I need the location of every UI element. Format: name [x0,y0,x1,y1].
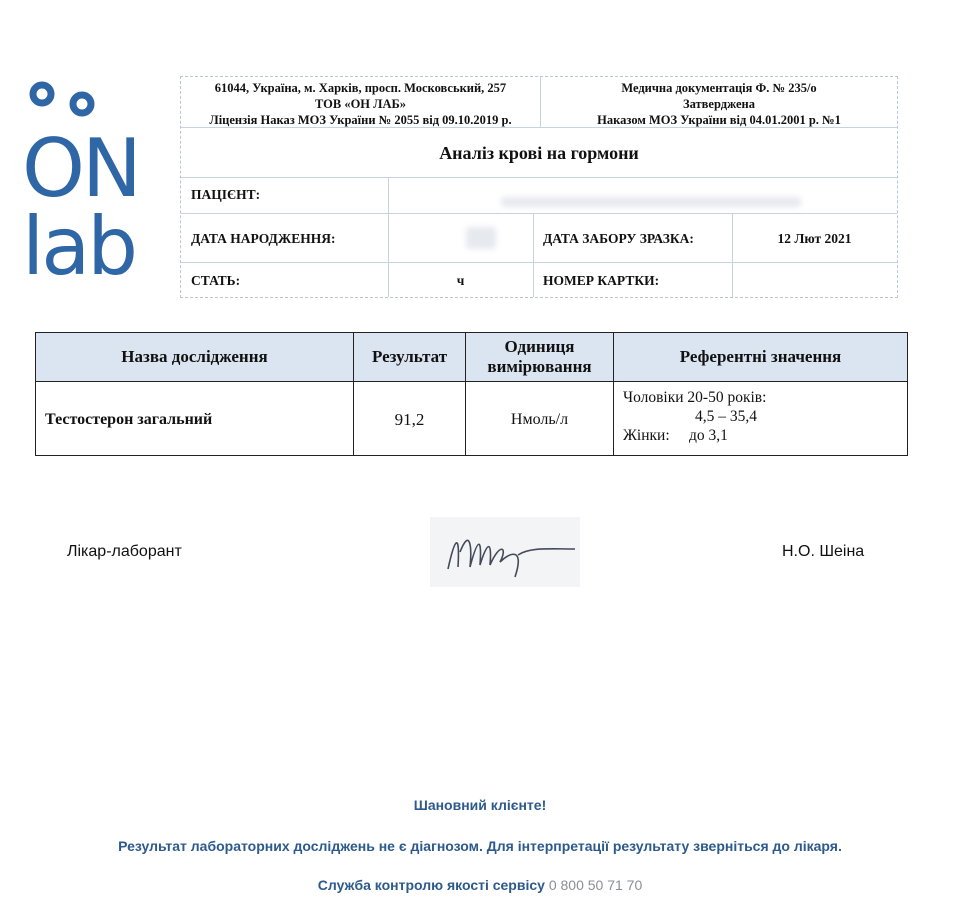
test-unit: Нмоль/л [510,411,569,428]
onlab-logo [22,78,157,278]
lab-address [181,80,540,128]
approved-line: Затверджена [683,97,755,111]
address-line: 61044, Україна, м. Харків, просп. Московський, 257 [214,81,507,95]
logo-graphic [22,78,157,278]
column-header-result: Результат [371,347,448,366]
column-header-reference: Референтні значення [679,347,842,366]
sample-date-value: 12 Лют 2021 [777,231,852,246]
test-name: Тестостерон загальний [45,411,213,428]
results-table [35,332,908,456]
document-form-info [541,80,897,128]
dob-redacted [466,227,496,249]
footer-service [0,877,960,893]
sex-value: ч [456,273,465,288]
footer-greeting: Шановний клієнте! [413,797,547,813]
service-phone[interactable]: 0 800 50 71 70 [548,877,643,893]
doctor-name: Н.О. Шеіна [782,543,865,560]
svg-text:lab: lab [22,200,136,278]
sex-label: СТАТЬ: [191,273,241,288]
test-result: 91,2 [394,410,425,429]
ref-women: Жінки: до 3,1 [623,427,728,444]
card-number-label: НОМЕР КАРТКИ: [543,273,660,288]
column-header-name: Назва дослідження [121,347,268,366]
sample-date-label: ДАТА ЗАБОРУ ЗРАЗКА: [543,231,694,246]
doctor-role: Лікар-лаборант [67,543,182,560]
dob-label: ДАТА НАРОДЖЕННЯ: [191,231,336,246]
svg-text:ON: ON [22,122,139,215]
signature-graphic [430,517,580,587]
patient-name-redacted [501,197,801,207]
footer-notice: Результат лабораторних досліджень не є діагнозом. Для інтерпретації результату зверніться до лікаря. [118,838,842,854]
reference-values [623,388,766,445]
column-header-unit: Одиниця вимірювання [487,337,592,376]
patient-label: ПАЦІЄНТ: [191,187,261,202]
ref-men-range: 4,5 – 35,4 [695,408,757,425]
ref-men-label: Чоловіки 20-50 років: [623,389,767,406]
order-line: Наказом МОЗ України від 04.01.2001 р. №1 [597,113,841,127]
company-name: ТОВ «ОН ЛАБ» [314,97,407,111]
form-line: Медична документація Ф. № 235/о [621,81,817,95]
signature-image [430,517,580,587]
license-line: Ліцензія Наказ МОЗ України № 2055 від 09.10.2019 р. [209,113,512,127]
service-label: Служба контролю якості сервісу [317,877,545,893]
patient-header-table [180,76,898,298]
page-title: Аналіз крові на гормони [439,143,639,163]
